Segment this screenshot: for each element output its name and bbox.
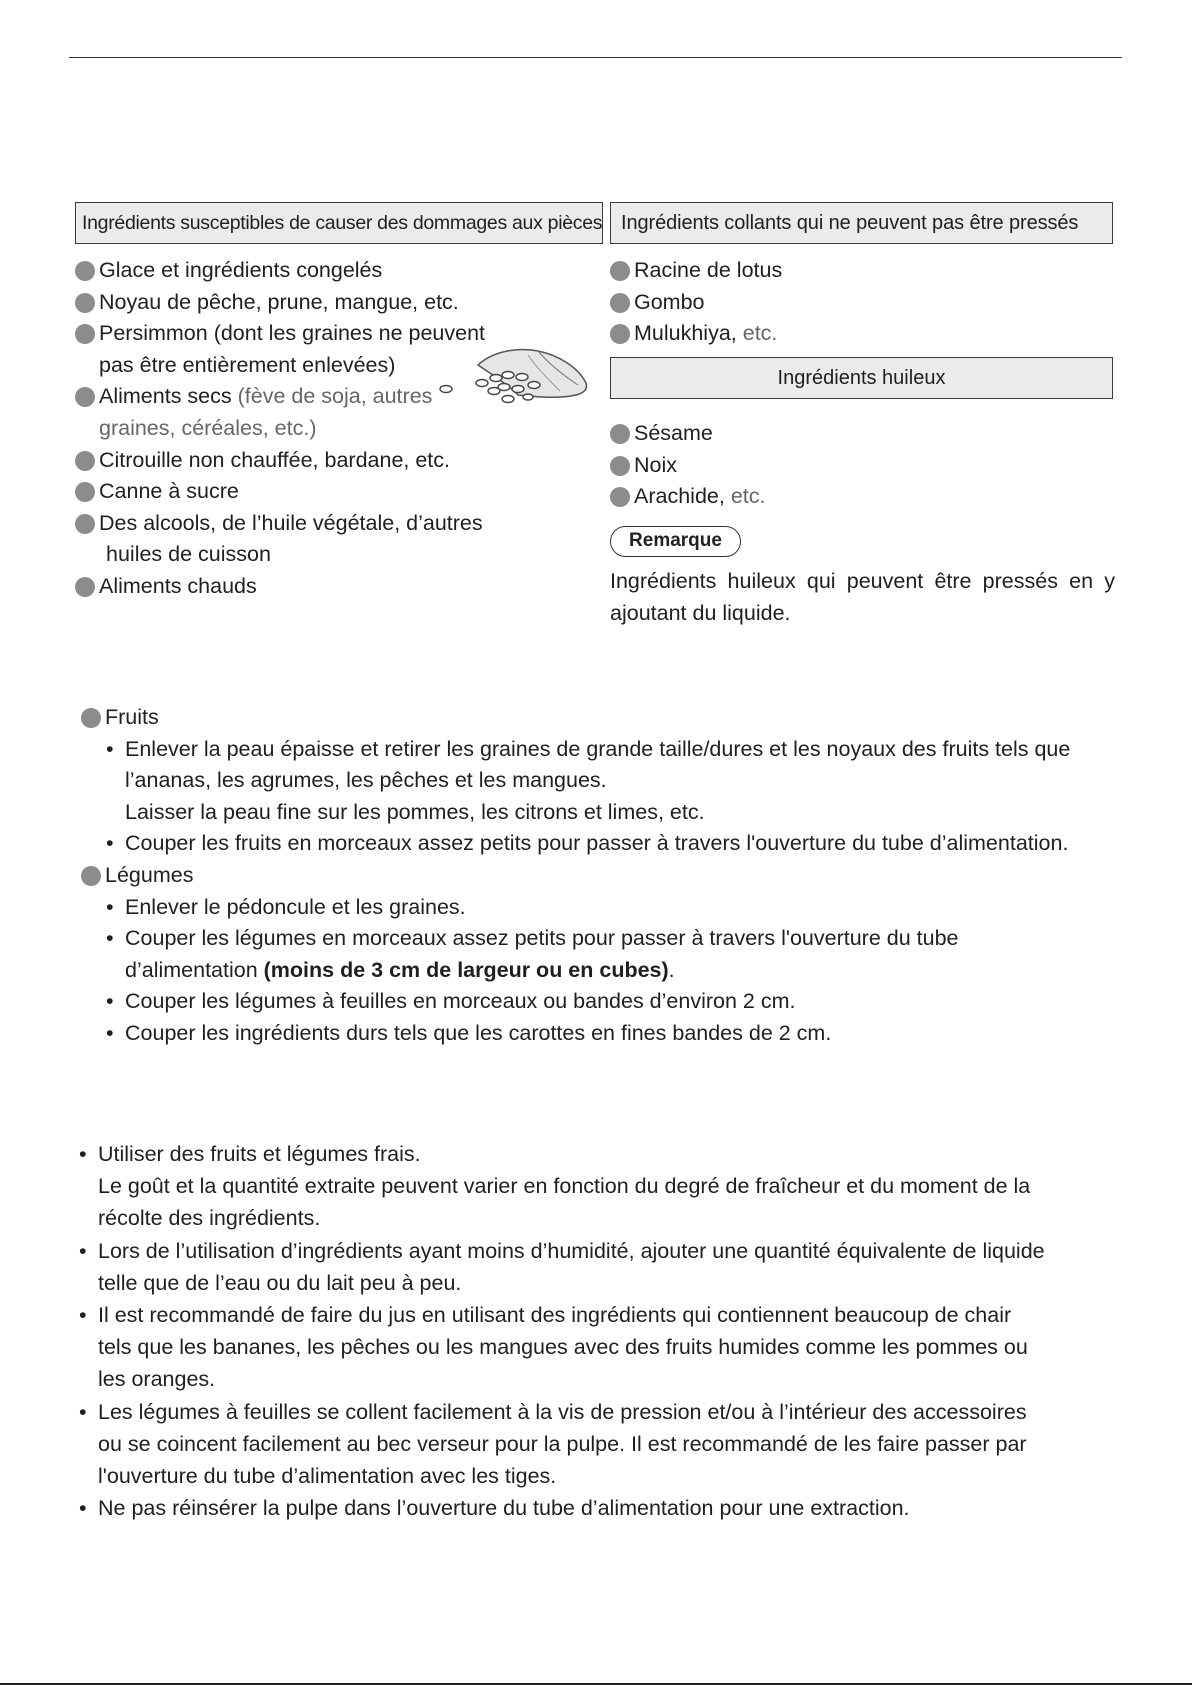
list-item: Canne à sucre (75, 476, 545, 508)
list-item: Arachide, etc. (610, 481, 1110, 513)
list-item: Mulukhiya, etc. (610, 318, 1110, 350)
list-item: Citrouille non chauffée, bardane, etc. (75, 445, 545, 477)
preparation-section (81, 702, 1121, 1050)
list-item: • Enlever la peau épaisse et retirer les graines de grande taille/dures et les noyaux des fruits tels que l’ananas, les agrumes, les pêches et les mangues. Laisser la peau fine sur les pommes, les citrons et limes, etc. (105, 734, 1121, 829)
bullet-dot-icon (75, 482, 95, 502)
damage-ingredients-header: Ingrédients susceptibles de causer des dommages aux pièces (75, 202, 603, 244)
list-item: Noyau de pêche, prune, mangue, etc. (75, 287, 545, 319)
list-item: Persimmon (dont les graines ne peuvent pas être entièrement enlevées) (75, 318, 545, 381)
bullet-dot-icon (610, 487, 630, 507)
sticky-ingredients-list (610, 255, 1110, 350)
list-item: Gombo (610, 287, 1110, 319)
bullet-dot-icon (75, 261, 95, 281)
bullet-dot-icon (610, 456, 630, 476)
list-item: Aliments chauds (75, 571, 545, 603)
bullet-dot-icon (75, 387, 95, 407)
list-item: • Couper les ingrédients durs tels que les carottes en fines bandes de 2 cm. (105, 1018, 1121, 1050)
list-item: • Lors de l’utilisation d’ingrédients ayant moins d’humidité, ajouter une quantité équivalente de liquide telle que de l’eau ou du lait peu à peu. (79, 1235, 1124, 1299)
sticky-ingredients-header: Ingrédients collants qui ne peuvent pas être pressés (610, 202, 1113, 244)
tips-list (79, 1138, 1124, 1524)
oily-ingredients-list (610, 418, 1110, 513)
vegetables-instructions (81, 892, 1121, 1050)
oily-ingredients-header: Ingrédients huileux (610, 357, 1113, 399)
bullet-dot-icon (75, 577, 95, 597)
list-item: • Ne pas réinsérer la pulpe dans l’ouverture du tube d’alimentation pour une extraction. (79, 1492, 1124, 1524)
fruits-instructions (81, 734, 1121, 860)
bullet-dot-icon (81, 708, 101, 728)
list-item: Sésame (610, 418, 1110, 450)
list-item: Noix (610, 450, 1110, 482)
bullet-dot-icon (610, 324, 630, 344)
bullet-dot-icon (610, 424, 630, 444)
dry-beans-bag-illustration (438, 345, 590, 417)
list-item: Des alcools, de l’huile végétale, d’autres huiles de cuisson (75, 508, 545, 571)
list-item: Aliments secs (fève de soja, autres graines, céréales, etc.) (75, 381, 545, 444)
list-item: Racine de lotus (610, 255, 1110, 287)
list-item: • Utiliser des fruits et légumes frais. Le goût et la quantité extraite peuvent varier en fonction du degré de fraîcheur et du moment de la récolte des ingrédients. (79, 1138, 1124, 1235)
vegetables-heading: Légumes (81, 860, 1121, 892)
bullet-dot-icon (75, 451, 95, 471)
bullet-dot-icon (75, 324, 95, 344)
list-item: • Couper les fruits en morceaux assez petits pour passer à travers l'ouverture du tube d’alimentation. (105, 828, 1121, 860)
bullet-dot-icon (75, 514, 95, 534)
damage-ingredients-list (75, 255, 545, 603)
remark-label: Remarque (610, 526, 741, 557)
list-item: • Couper les légumes en morceaux assez petits pour passer à travers l'ouverture du tube d’alimentation (moins de 3 cm de largeur ou en cubes). (105, 923, 1121, 986)
bullet-dot-icon (81, 866, 101, 886)
list-item: • Les légumes à feuilles se collent facilement à la vis de pression et/ou à l’intérieur des accessoires ou se coincent facilement au bec verseur pour la pulpe. Il est recommandé de les faire passer par l'ouverture du tube d’alimentation avec les tiges. (79, 1396, 1124, 1493)
list-item: • Il est recommandé de faire du jus en utilisant des ingrédients qui contiennent beaucoup de chair tels que les bananes, les pêches ou les mangues avec des fruits humides comme les pommes ou les oranges. (79, 1299, 1124, 1396)
list-item: Glace et ingrédients congelés (75, 255, 545, 287)
bullet-dot-icon (610, 293, 630, 313)
list-item: • Couper les légumes à feuilles en morceaux ou bandes d’environ 2 cm. (105, 986, 1121, 1018)
list-item: • Enlever le pédoncule et les graines. (105, 892, 1121, 924)
bullet-dot-icon (610, 261, 630, 281)
remark-text: Ingrédients huileux qui peuvent être pressés en y ajoutant du liquide. (610, 569, 1115, 625)
fruits-heading: Fruits (81, 702, 1121, 734)
top-rule (69, 57, 1122, 58)
bullet-dot-icon (75, 293, 95, 313)
